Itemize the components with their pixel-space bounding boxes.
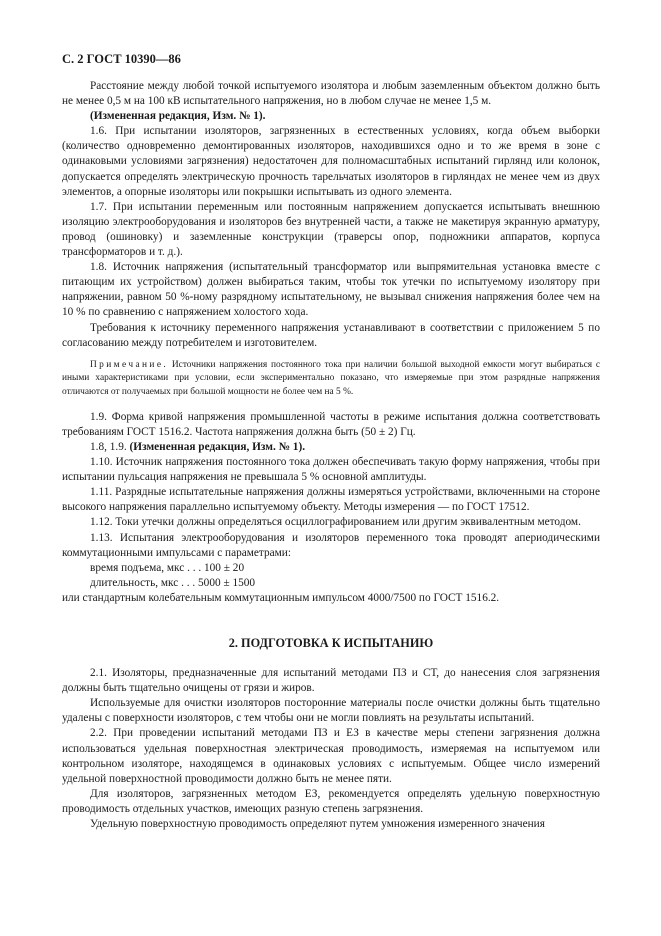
paragraph: или стандартным колебательным коммутационным импульсом 4000/7500 по ГОСТ 1516.2.	[62, 591, 500, 604]
clause-1-10: 1.10. Источник напряжения постоянного тока должен обеспечивать такую форму напряжения, чтобы при испытании пульсация напряжения не превышала 5 % основной амплитуды.	[62, 456, 600, 484]
paragraph: Для изоляторов, загрязненных методом ЕЗ, рекомендуется определять удельную поверхностную проводимость отдельных участков, имеющих разную степень загрязнения.	[62, 787, 600, 815]
clause-1-7: 1.7. При испытании переменным или постоянным напряжением допускается испытывать внешнюю изоляцию электрооборудования и изоляторов без внутренней части, а также не макетируя экранную арматуру, провод (ошиновку) и заземленные конструкции (траверсы опор, подножники аппаратов, корпуса трансформаторов и т. д.).	[62, 200, 600, 259]
note	[62, 359, 600, 400]
clause-1-11: 1.11. Разрядные испытательные напряжения должны измеряться устройствами, включенными на стороне высокого напряжения параллельно испытуемому объекту. Методы измерения — по ГОСТ 17512.	[62, 486, 600, 514]
clause-1-13: 1.13. Испытания электрооборудования и изоляторов переменного тока проводят апериодическими коммутационными импульсами с параметрами:	[62, 531, 600, 559]
clause-2-2: 2.2. При проведении испытаний методами ПЗ и ЕЗ в качестве меры степени загрязнения должна использоваться удельная поверхностная электрическая проводимость, измеряемая на испытуемом или контрольном изоляторе, находящемся в одинаковых условиях с испытуемым. Общее число измерений удельной поверхностной проводимости должно быть не менее пяти.	[62, 727, 600, 785]
section-title: 2. ПОДГОТОВКА К ИСПЫТАНИЮ	[228, 636, 434, 651]
paragraph: Расстояние между любой точкой испытуемого изолятора и любым заземленным объектом должно быть не менее 0,5 м на 100 кВ испытательного напряжения, но в любом случае не менее 1,5 м.	[62, 80, 600, 108]
paragraph: Удельную поверхностную проводимость определяют путем умножения измеренного значения	[90, 818, 545, 831]
note-label: Примечание.	[90, 359, 169, 370]
paragraph: Требования к источнику переменного напряжения устанавливают в соответствии с приложением 5 по согласованию между потребителем и изготовителем.	[62, 321, 600, 349]
clause-1-12: 1.12. Токи утечки должны определяться осциллографированием или другим эквивалентным методом.	[90, 516, 581, 529]
clause-2-1: 2.1. Изоляторы, предназначенные для испытаний методами ПЗ и СТ, до нанесения слоя загрязнения должны быть тщательно очищены от грязи и жиров.	[62, 667, 600, 695]
paragraph: Используемые для очистки изоляторов посторонние материалы после очистки должны быть тщательно удалены с поверхности изоляторов, с тем чтобы они не могли повлиять на результаты испытаний.	[62, 697, 600, 725]
amendment-note: (Измененная редакция, Изм. № 1).	[90, 110, 266, 123]
clause-1-6: 1.6. При испытании изоляторов, загрязненных в естественных условиях, когда объем выборки (количество одновременно демонтированных изоляторов, находившихся одно и то же время в зоне с одинаковыми условиями загрязнения) недостаточен для полномасштабных испытаний гирлянд или колонок, допускается определять электрическую прочность тарельчатых изоляторов в гирляндах не менее чем из двух элементов, а опорные изоляторы или покрышки испытывать из одного элемента.	[62, 125, 600, 198]
note-text: Источники напряжения постоянного тока при наличии большой выходной емкости могут выбираться с иными характеристиками при условии, если экспериментально показано, что измеряемые при этом разрядные напряжения отличаются от получаемых при большой мощности не более чем на 5 %.	[62, 359, 600, 398]
amendment-clauses: 1.8, 1.9.	[90, 440, 130, 453]
page-header: С. 2 ГОСТ 10390—86	[62, 52, 181, 66]
document-body	[62, 79, 600, 832]
parameter-line: длительность, мкс . . . 5000 ± 1500	[90, 576, 256, 589]
amendment-text: (Измененная редакция, Изм. № 1).	[129, 440, 306, 453]
parameter-line: время подъема, мкс . . . 100 ± 20	[90, 561, 245, 574]
amendment-note	[62, 440, 600, 455]
clause-1-8: 1.8. Источник напряжения (испытательный трансформатор или выпрямительная установка вместе с питающим их устройством) должен выбираться таким, чтобы ток утечки по испытуемому изолятору при напряжении, равном 50 %-ному разрядному испытательному, не вызывал снижения напряжения более чем на 10 % по сравнению с напряжением холостого хода.	[62, 261, 600, 319]
clause-1-9: 1.9. Форма кривой напряжения промышленной частоты в режиме испытания должна соответствовать требованиям ГОСТ 1516.2. Частота напряжения должна быть (50 ± 2) Гц.	[62, 410, 600, 438]
